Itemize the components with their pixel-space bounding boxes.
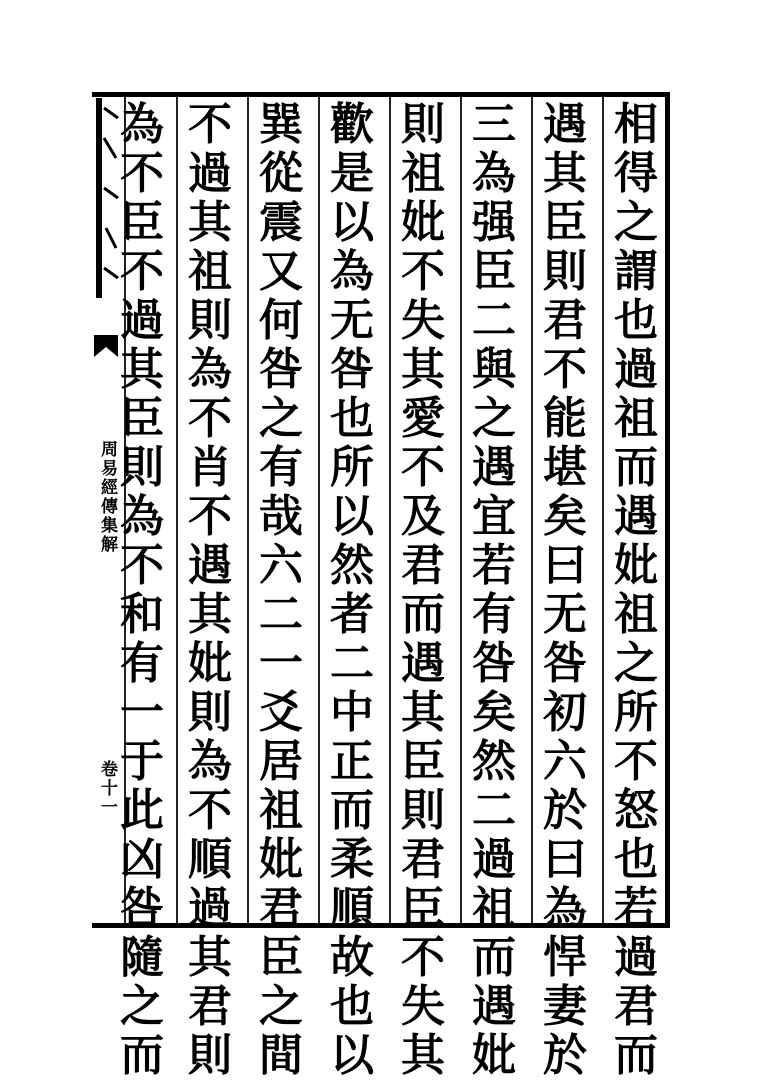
character: 遇 (614, 491, 658, 542)
character: 初 (543, 687, 587, 738)
character: 之 (120, 981, 164, 1032)
character: 二 (330, 638, 374, 689)
character: 祖 (259, 785, 303, 836)
character: 臣 (259, 932, 303, 983)
character: 咎 (259, 344, 303, 395)
character: 遇 (472, 442, 516, 493)
character: 為 (120, 491, 164, 542)
character: 為 (120, 99, 164, 150)
character: 得 (614, 148, 658, 199)
character: 過 (120, 295, 164, 346)
character: 其 (401, 687, 445, 738)
character: 震 (259, 197, 303, 248)
character: 其 (188, 197, 232, 248)
character: 能 (543, 393, 587, 444)
character: 則 (188, 1030, 232, 1081)
character: 遇 (543, 99, 587, 150)
character: 曰 (543, 834, 587, 885)
character: 則 (401, 785, 445, 836)
character: 无 (543, 589, 587, 640)
character: 有 (120, 638, 164, 689)
character: 三 (472, 99, 516, 150)
character: 也 (330, 981, 374, 1032)
character: 而 (401, 589, 445, 640)
character: 為 (188, 736, 232, 787)
character: 過 (188, 148, 232, 199)
character: 强 (472, 197, 516, 248)
text-column-5 (318, 99, 386, 1081)
character: 咎 (120, 883, 164, 934)
text-column-6 (247, 99, 315, 1081)
character: 其 (401, 344, 445, 395)
character: 不 (120, 540, 164, 591)
character: 祖 (614, 589, 658, 640)
character: 遇 (188, 540, 232, 591)
character: 其 (120, 344, 164, 395)
character: 以 (330, 197, 374, 248)
character: 而 (330, 785, 374, 836)
character: 臣 (120, 197, 164, 248)
character: 為 (543, 883, 587, 934)
character: 過 (614, 932, 658, 983)
character: 此 (120, 785, 164, 836)
character: 祖 (614, 393, 658, 444)
character: 君 (614, 981, 658, 1032)
character: 則 (188, 295, 232, 346)
character: 為 (188, 344, 232, 395)
character: 隨 (120, 932, 164, 983)
character: 以 (330, 491, 374, 542)
character: 與 (472, 344, 516, 395)
character: 矣 (543, 491, 587, 542)
character: 過 (614, 344, 658, 395)
character: 謂 (614, 246, 658, 297)
character: 然 (330, 540, 374, 591)
character: 于 (120, 736, 164, 787)
character: 不 (401, 932, 445, 983)
character: 咎 (472, 638, 516, 689)
character: 過 (188, 883, 232, 934)
character: 妣 (472, 1030, 516, 1081)
character: 臣 (120, 393, 164, 444)
character: 相 (614, 99, 658, 150)
character: 其 (401, 1030, 445, 1081)
character: 其 (543, 148, 587, 199)
character: 不 (120, 148, 164, 199)
character: 哉 (259, 491, 303, 542)
character: 有 (472, 589, 516, 640)
character: 爻 (259, 687, 303, 738)
text-column-2 (531, 99, 599, 1081)
character: 然 (472, 736, 516, 787)
character: 怒 (614, 785, 658, 836)
character: 過 (472, 834, 516, 885)
character: 一 (259, 638, 303, 689)
character: 於 (543, 1030, 587, 1081)
character: 君 (401, 540, 445, 591)
character: 妣 (401, 197, 445, 248)
character: 不 (188, 491, 232, 542)
text-column-4 (389, 99, 457, 1081)
character: 妣 (259, 834, 303, 885)
character: 居 (259, 736, 303, 787)
character: 君 (401, 834, 445, 885)
character: 遇 (401, 638, 445, 689)
character: 不 (401, 442, 445, 493)
character: 從 (259, 148, 303, 199)
character: 於 (543, 785, 587, 836)
character: 故 (330, 932, 374, 983)
character: 曰 (543, 540, 587, 591)
character: 咎 (543, 638, 587, 689)
character: 柔 (330, 834, 374, 885)
character: 臣 (543, 197, 587, 248)
character: 咎 (330, 344, 374, 395)
character: 之 (259, 981, 303, 1032)
character: 間 (259, 1030, 303, 1081)
character: 无 (330, 295, 374, 346)
character: 和 (120, 589, 164, 640)
character: 凶 (120, 834, 164, 885)
character: 之 (614, 197, 658, 248)
character: 肖 (188, 442, 232, 493)
character: 中 (330, 687, 374, 738)
character: 祖 (401, 148, 445, 199)
character: 而 (472, 932, 516, 983)
character: 之 (614, 638, 658, 689)
text-column-3 (460, 99, 528, 1081)
character: 妻 (543, 981, 587, 1032)
character: 六 (543, 736, 587, 787)
text-column-7 (176, 99, 244, 1081)
character: 不 (188, 393, 232, 444)
book-title: 周易經傳集解 (97, 440, 117, 554)
character: 矣 (472, 687, 516, 738)
character: 不 (614, 736, 658, 787)
character: 臣 (401, 736, 445, 787)
character: 也 (614, 295, 658, 346)
character: 何 (259, 295, 303, 346)
character: 歡 (330, 99, 374, 150)
character: 妣 (188, 638, 232, 689)
character: 堪 (543, 442, 587, 493)
character: 為 (472, 148, 516, 199)
character: 二 (472, 295, 516, 346)
volume-number: 卷十一 (97, 760, 117, 817)
character: 其 (188, 932, 232, 983)
character: 祖 (472, 883, 516, 934)
character: 巽 (259, 99, 303, 150)
character: 妣 (614, 540, 658, 591)
character: 君 (259, 883, 303, 934)
character: 遇 (472, 981, 516, 1032)
character: 順 (330, 883, 374, 934)
text-column-8 (108, 99, 176, 1081)
character: 也 (614, 834, 658, 885)
character: 正 (330, 736, 374, 787)
character: 則 (188, 687, 232, 738)
character: 君 (188, 981, 232, 1032)
character: 悍 (543, 932, 587, 983)
character: 而 (614, 1030, 658, 1081)
character: 不 (188, 785, 232, 836)
character: 是 (330, 148, 374, 199)
character: 而 (614, 442, 658, 493)
character: 之 (472, 393, 516, 444)
character: 者 (330, 589, 374, 640)
character: 其 (188, 589, 232, 640)
character: 則 (401, 99, 445, 150)
character: 為 (330, 246, 374, 297)
character: 失 (401, 295, 445, 346)
character: 愛 (401, 393, 445, 444)
character: 而 (120, 1030, 164, 1081)
character: 又 (259, 246, 303, 297)
character: 宜 (472, 491, 516, 542)
character: 不 (188, 99, 232, 150)
character: 一 (120, 687, 164, 738)
character: 及 (401, 491, 445, 542)
character: 君 (543, 295, 587, 346)
character: 不 (543, 344, 587, 395)
character: 所 (330, 442, 374, 493)
character: 二 (472, 785, 516, 836)
character: 若 (614, 883, 658, 934)
character: 也 (330, 393, 374, 444)
character: 有 (259, 442, 303, 493)
character: 不 (401, 246, 445, 297)
character: 臣 (472, 246, 516, 297)
character: 二 (259, 589, 303, 640)
character: 祖 (188, 246, 232, 297)
character: 不 (120, 246, 164, 297)
character: 則 (543, 246, 587, 297)
character: 之 (259, 393, 303, 444)
character: 所 (614, 687, 658, 738)
character: 則 (120, 442, 164, 493)
character: 順 (188, 834, 232, 885)
character: 若 (472, 540, 516, 591)
character: 六 (259, 540, 303, 591)
character: 臣 (401, 883, 445, 934)
character: 以 (330, 1030, 374, 1081)
text-column-1 (602, 99, 670, 1081)
character: 失 (401, 981, 445, 1032)
